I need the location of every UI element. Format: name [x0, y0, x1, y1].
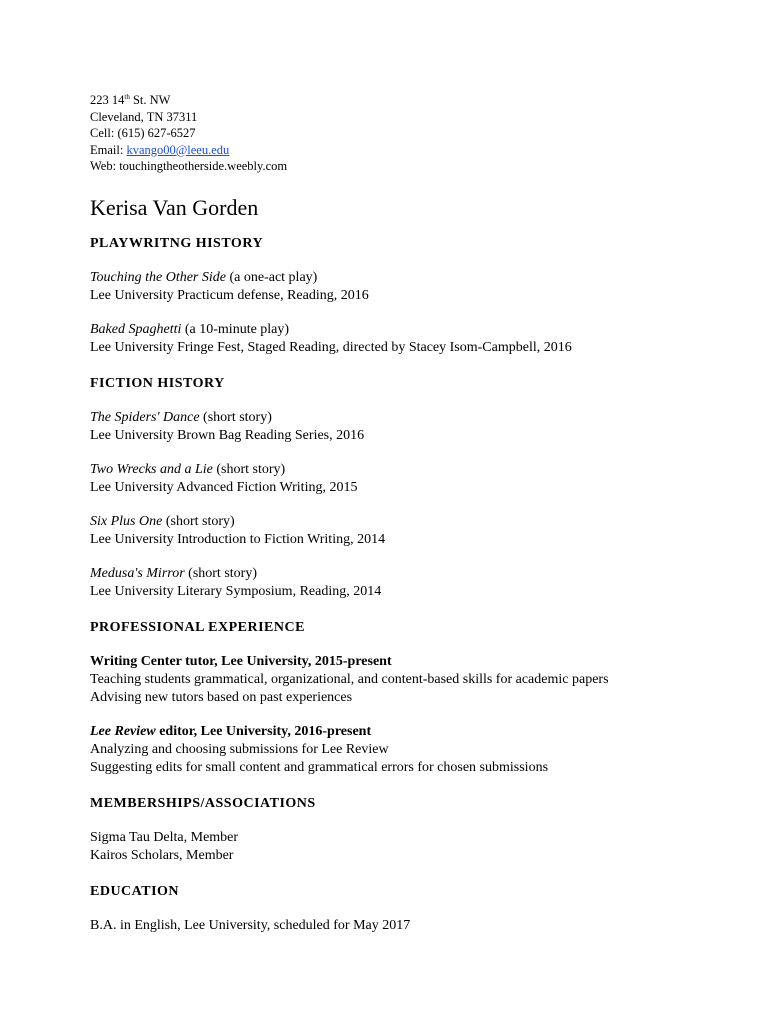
section-heading-memberships: MEMBERSHIPS/ASSOCIATIONS	[90, 795, 316, 811]
web-address: touchingtheotherside.weebly.com	[119, 159, 288, 173]
person-name: Kerisa Van Gorden	[90, 194, 259, 220]
list-item: Touching the Other Side (a one-act play) Lee University Practicum defense, Reading, 2016	[90, 269, 369, 303]
list-item: Sigma Tau Delta, Member Kairos Scholars, Member	[90, 829, 239, 863]
email-link[interactable]: kvango00@leeu.edu	[126, 142, 230, 157]
job-title: Lee Review editor, Lee University, 2016-present	[90, 723, 372, 739]
list-item: Two Wrecks and a Lie (short story) Lee University Advanced Fiction Writing, 2015	[90, 461, 358, 495]
cell-line: Cell: (615) 627-6527	[90, 126, 196, 140]
job-entry: Lee Review editor, Lee University, 2016-present Analyzing and choosing submissions for Lee Review Suggesting edits for small content and grammatical errors for chosen submissions	[90, 723, 730, 777]
address-line: 223 14th St. NW	[90, 93, 171, 107]
list-item: B.A. in English, Lee University, scheduled for May 2017	[90, 917, 411, 933]
email-line: Email: kvango00@leeu.edu	[90, 142, 230, 157]
job-title: Writing Center tutor, Lee University, 2015-present	[90, 653, 392, 669]
section-heading-fiction: FICTION HISTORY	[90, 375, 225, 391]
contact-block	[90, 92, 730, 175]
list-item: Baked Spaghetti (a 10-minute play) Lee University Fringe Fest, Staged Reading, directed by Stacey Isom-Campbell, 2016	[90, 321, 572, 355]
list-item: Six Plus One (short story) Lee University Introduction to Fiction Writing, 2014	[90, 513, 386, 547]
list-item: Medusa's Mirror (short story) Lee University Literary Symposium, Reading, 2014	[90, 565, 382, 599]
section-heading-playwriting: PLAYWRITNG HISTORY	[90, 235, 264, 251]
list-item: The Spiders' Dance (short story) Lee University Brown Bag Reading Series, 2016	[90, 409, 365, 443]
job-entry: Writing Center tutor, Lee University, 2015-present Teaching students grammatical, organizational, and content-based skills for academic papers Advising new tutors based on past experiences	[90, 653, 730, 707]
section-heading-professional: PROFESSIONAL EXPERIENCE	[90, 619, 305, 635]
resume-page	[90, 92, 730, 951]
section-heading-education: EDUCATION	[90, 883, 180, 899]
web-line: Web: touchingtheotherside.weebly.com	[90, 159, 288, 173]
city-line: Cleveland, TN 37311	[90, 109, 198, 124]
